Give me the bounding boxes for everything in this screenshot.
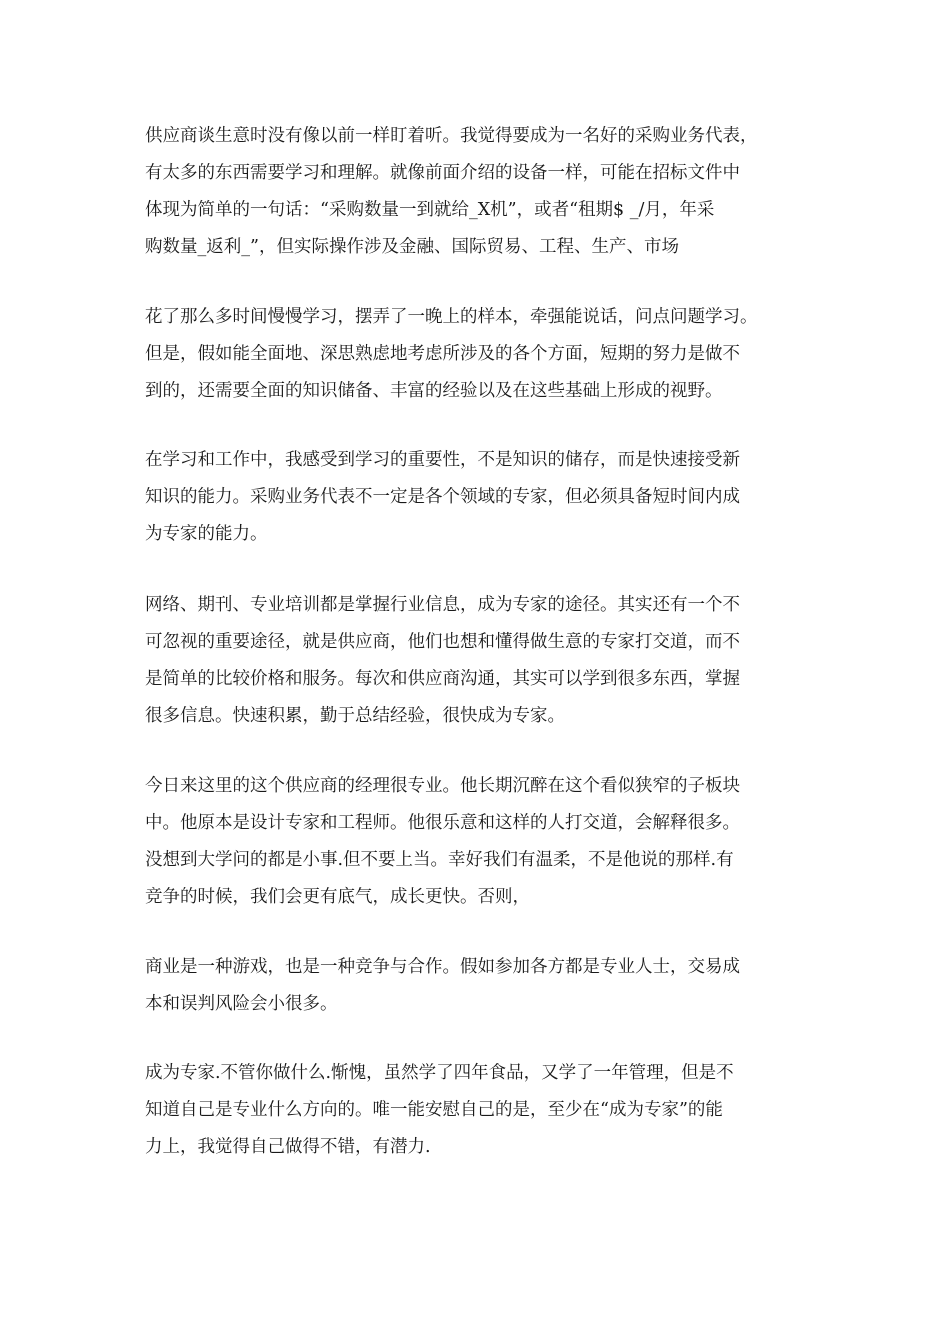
paragraph-4-line-2: 可忽视的重要途径，就是供应商，他们也想和懂得做生意的专家打交道，而不 bbox=[145, 632, 740, 652]
paragraph-1-line-2: 有太多的东西需要学习和理解。就像前面介绍的设备一样，可能在招标文件中 bbox=[145, 163, 740, 183]
paragraph-4-line-4: 很多信息。快速积累，勤于总结经验，很快成为专家。 bbox=[145, 706, 565, 726]
paragraph-1-line-1: 供应商谈生意时没有像以前一样盯着听。我觉得要成为一名好的采购业务代表， bbox=[145, 126, 758, 146]
paragraph-7-line-2: 知道自己是专业什么方向的。唯一能安慰自己的是，至少在“成为专家”的能 bbox=[145, 1100, 723, 1120]
paragraph-2-line-1: 花了那么多时间慢慢学习，摆弄了一晚上的样本，牵强能说话，问点问题学习。 bbox=[145, 307, 758, 327]
paragraph-2-line-3: 到的，还需要全面的知识储备、丰富的经验以及在这些基础上形成的视野。 bbox=[145, 381, 723, 401]
paragraph-5-line-4: 竞争的时候，我们会更有底气，成长更快。否则， bbox=[145, 887, 530, 907]
paragraph-5 bbox=[145, 768, 815, 916]
paragraph-3-line-1: 在学习和工作中，我感受到学习的重要性，不是知识的储存，而是快速接受新 bbox=[145, 450, 740, 470]
paragraph-7-line-3: 力上，我觉得自己做得不错，有潜力. bbox=[145, 1137, 431, 1157]
paragraph-1-line-4: 购数量_返利_”，但实际操作涉及金融、国际贸易、工程、生产、市场 bbox=[145, 237, 679, 257]
paragraph-5-line-2: 中。他原本是设计专家和工程师。他很乐意和这样的人打交道，会解释很多。 bbox=[145, 813, 740, 833]
paragraph-3 bbox=[145, 442, 815, 553]
paragraph-6-line-2: 本和误判风险会小很多。 bbox=[145, 994, 338, 1014]
paragraph-6-line-1: 商业是一种游戏，也是一种竞争与合作。假如参加各方都是专业人士，交易成 bbox=[145, 957, 740, 977]
paragraph-3-line-2: 知识的能力。采购业务代表不一定是各个领域的专家，但必须具备短时间内成 bbox=[145, 487, 740, 507]
paragraph-5-line-1: 今日来这里的这个供应商的经理很专业。他长期沉醉在这个看似狭窄的子板块 bbox=[145, 776, 740, 796]
paragraph-3-line-3: 为专家的能力。 bbox=[145, 524, 268, 544]
paragraph-1 bbox=[145, 118, 815, 266]
paragraph-2-line-2: 但是，假如能全面地、深思熟虑地考虑所涉及的各个方面，短期的努力是做不 bbox=[145, 344, 740, 364]
paragraph-1-line-3: 体现为简单的一句话：“采购数量一到就给_X机”，或者“租期$ _/月，年采 bbox=[145, 200, 715, 220]
paragraph-6 bbox=[145, 949, 815, 1023]
paragraph-2 bbox=[145, 299, 815, 410]
paragraph-5-line-3: 没想到大学问的都是小事.但不要上当。幸好我们有温柔，不是他说的那样.有 bbox=[145, 850, 734, 870]
paragraph-4 bbox=[145, 587, 815, 735]
paragraph-7-line-1: 成为专家.不管你做什么.惭愧，虽然学了四年食品，又学了一年管理，但是不 bbox=[145, 1063, 734, 1083]
paragraph-4-line-1: 网络、期刊、专业培训都是掌握行业信息，成为专家的途径。其实还有一个不 bbox=[145, 595, 740, 615]
paragraph-4-line-3: 是简单的比较价格和服务。每次和供应商沟通，其实可以学到很多东西，掌握 bbox=[145, 669, 740, 689]
paragraph-7 bbox=[145, 1055, 815, 1166]
